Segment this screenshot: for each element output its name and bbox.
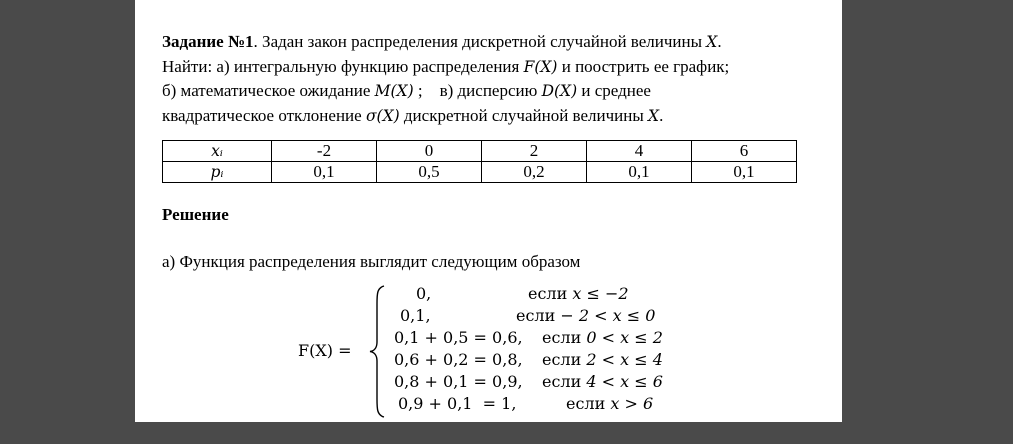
table-cell: -2: [272, 141, 377, 162]
row-header-p: pᵢ: [163, 162, 272, 183]
cond-expr: − 2 < x ≤ 0: [560, 306, 656, 325]
task-title: Задание №1: [162, 32, 254, 51]
cond-word: если: [566, 394, 606, 413]
case-value: 0,6 + 0,2 = 0,8,: [394, 350, 523, 369]
table-row-p: [163, 162, 797, 183]
distribution-function: [298, 284, 818, 444]
case-condition: [542, 350, 663, 369]
table-row-x: [163, 141, 797, 162]
task-text: .: [717, 32, 722, 51]
case-condition: [542, 372, 663, 391]
table-cell: 0,1: [272, 162, 377, 183]
case-value: 0,: [416, 284, 432, 303]
case-condition: [528, 284, 629, 303]
task-text: .: [659, 105, 664, 125]
case-condition: [566, 394, 653, 413]
task-text: б) математическое ожидание: [162, 81, 375, 100]
task-text: дискретной случайной величины: [399, 105, 649, 125]
cond-word: если: [542, 328, 582, 347]
task-paragraph: [162, 30, 804, 128]
formula-mx: M(X): [374, 82, 414, 100]
table-cell: 0,1: [587, 162, 692, 183]
formula-fx: F(X): [523, 57, 558, 76]
case-condition: [516, 306, 655, 325]
task-text: ; в) дисперсию: [413, 81, 542, 100]
row-header-x: xᵢ: [163, 141, 272, 162]
task-text: . Задан закон распределения дискретной случайной величины: [253, 32, 707, 51]
cond-expr: 4 < x ≤ 6: [586, 372, 663, 391]
var-x: X: [648, 106, 660, 125]
formula-dx: D(X): [541, 82, 578, 100]
var-x: X: [706, 33, 718, 51]
case-value: 0,8 + 0,1 = 0,9,: [394, 372, 523, 391]
cond-word: если: [542, 350, 582, 369]
solution-part-a: а) Функция распределения выглядит следующим образом: [162, 252, 581, 271]
formula-sx: σ(X): [365, 106, 400, 125]
cond-word: если: [542, 372, 582, 391]
cond-word: если: [516, 306, 556, 325]
document-page: [135, 0, 842, 422]
table-cell: 6: [692, 141, 797, 162]
cond-expr: 2 < x ≤ 4: [586, 350, 663, 369]
task-text: квадратическое отклонение: [162, 105, 366, 125]
case-value: 0,1,: [400, 306, 431, 325]
table-cell: 0,2: [482, 162, 587, 183]
table-cell: 0,5: [377, 162, 482, 183]
table-cell: 0,1: [692, 162, 797, 183]
cond-expr: x > 6: [610, 394, 654, 413]
table-cell: 0: [377, 141, 482, 162]
distribution-table: [162, 140, 797, 183]
cond-expr: x ≤ −2: [572, 284, 629, 303]
case-value: 0,1 + 0,5 = 0,6,: [394, 328, 523, 347]
left-brace-icon: [368, 284, 386, 419]
case-condition: [542, 328, 663, 347]
fx-label: F(X) =: [298, 341, 352, 360]
cond-expr: 0 < x ≤ 2: [586, 328, 663, 347]
solution-title: Решение: [162, 205, 229, 224]
task-text: и поострить ее график;: [557, 56, 730, 76]
cond-word: если: [528, 284, 568, 303]
task-text: Найти: а) интегральную функцию распределения: [162, 56, 524, 76]
document-content: [162, 30, 804, 413]
table-cell: 4: [587, 141, 692, 162]
table-cell: 2: [482, 141, 587, 162]
case-value: 0,9 + 0,1 = 1,: [398, 394, 517, 413]
task-text: и среднее: [577, 81, 651, 100]
